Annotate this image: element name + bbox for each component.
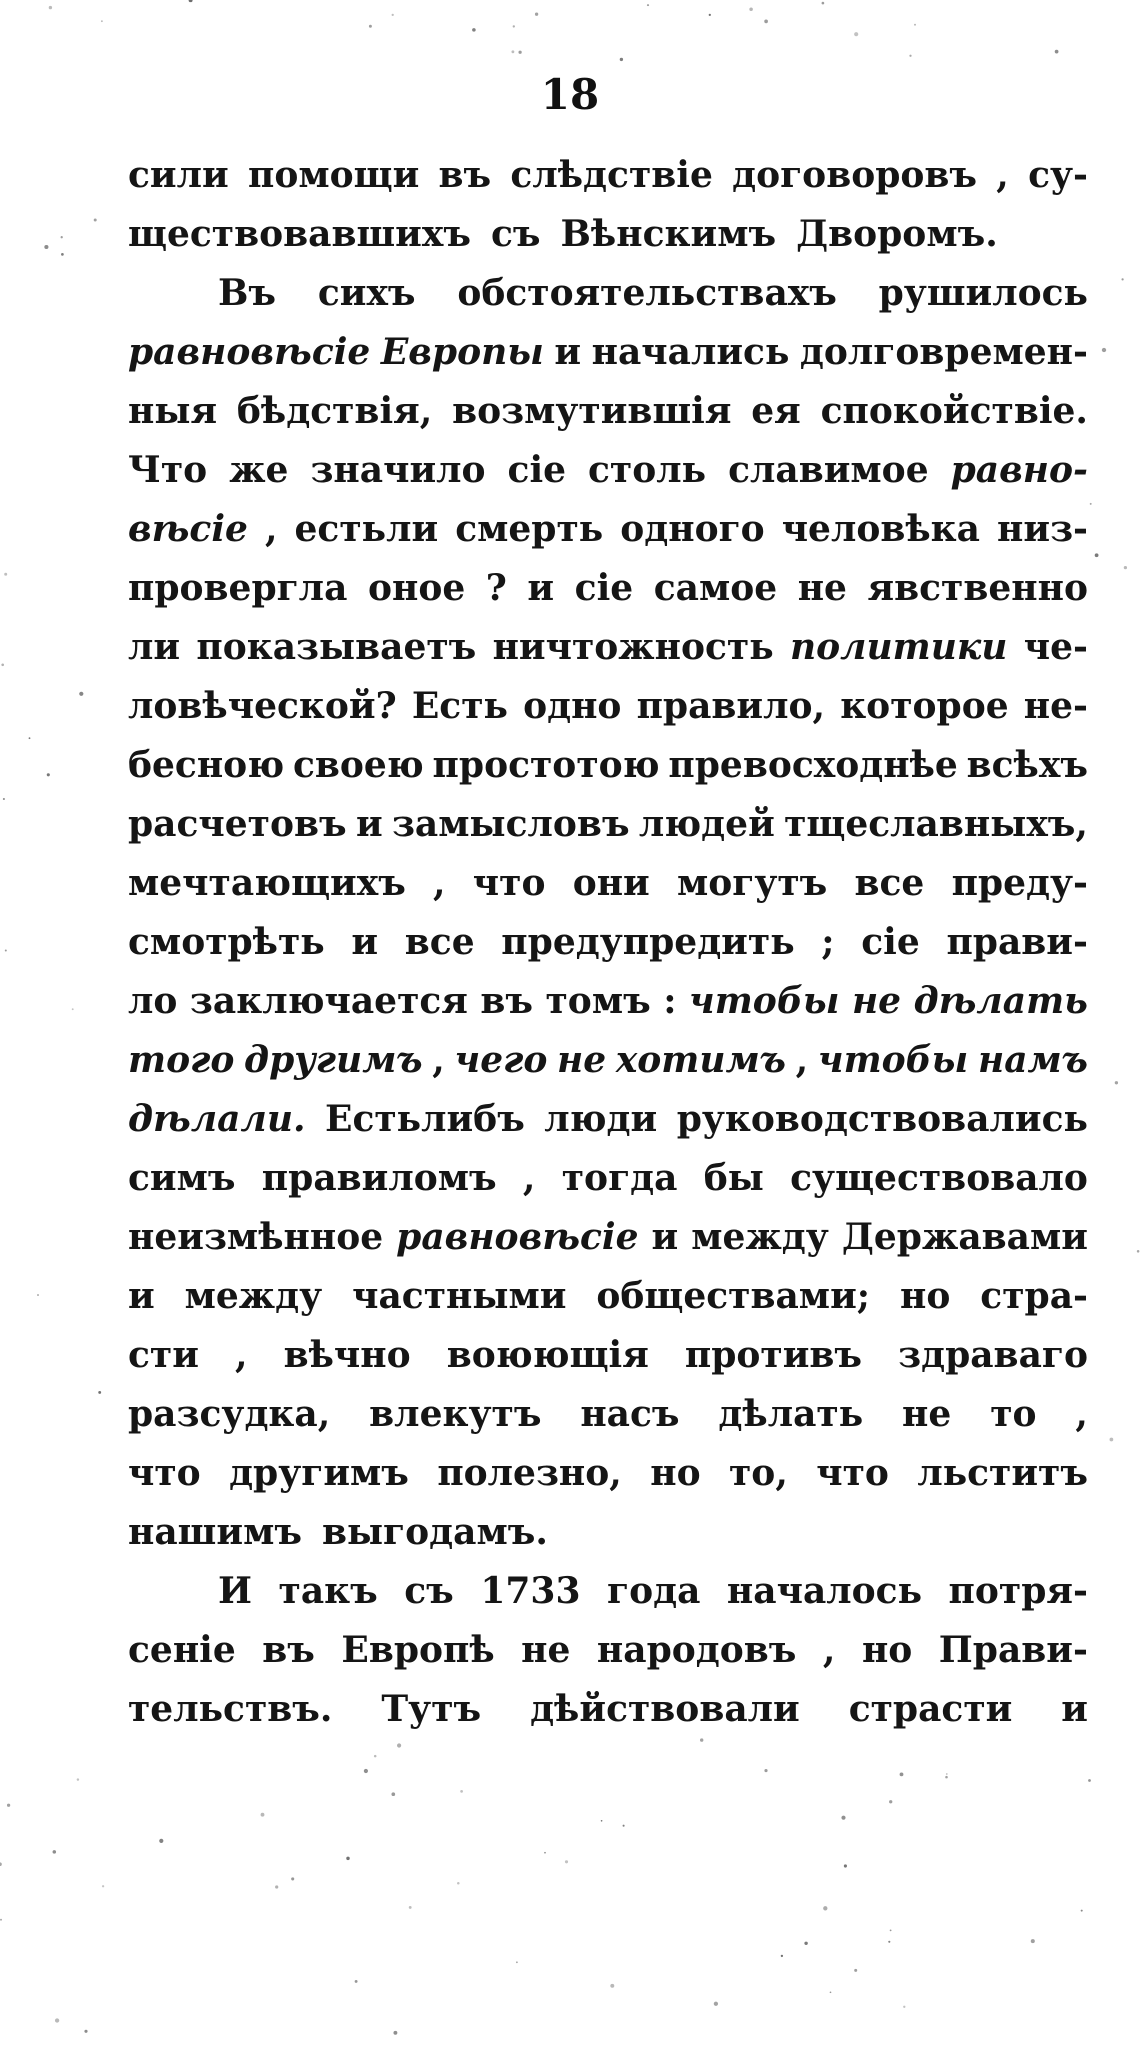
word: оное [367,567,466,609]
word: провергла [128,567,348,609]
word: такъ [278,1570,378,1612]
word: которое [840,685,1009,727]
text-line [128,1503,1088,1562]
speck [346,1857,349,1860]
word: дѣйствовали [530,1688,800,1730]
speck [764,20,768,24]
text-line [128,1149,1088,1208]
speck [888,1941,890,1943]
italic-word: чтобы [688,980,840,1022]
speck [0,1919,2,1921]
speck [623,1825,625,1827]
word: : [663,980,677,1022]
word: не [902,1393,952,1435]
word: Дворомъ. [796,213,998,255]
word: насъ [580,1393,680,1435]
word: страсти [848,1688,1013,1730]
text-line [128,972,1088,1031]
word: ничтожность [492,626,774,668]
speck [102,1885,104,1887]
page-number: 18 [540,70,600,119]
italic-word: хотимъ [615,1039,786,1081]
speck [1102,348,1106,352]
speck [53,1850,57,1854]
text-line [128,1680,1088,1739]
word: низ- [997,508,1088,550]
word: и [355,803,383,845]
word: противъ [684,1334,863,1376]
text-line [128,559,1088,618]
speck [98,1391,101,1394]
word: Тутъ [381,1688,482,1730]
text-line [128,736,1088,795]
word: и [128,1275,155,1317]
italic-word: другимъ [244,1039,423,1081]
speck [369,25,372,28]
word: значило [310,449,486,491]
italic-word: чтобы [817,1039,969,1081]
word: , [522,1157,536,1199]
speck [1088,1779,1091,1782]
word: замысловъ [391,803,630,845]
speck [4,573,7,576]
word: но [861,1629,913,1671]
speck [841,1816,845,1820]
word: су- [1028,154,1088,196]
word: , [996,154,1009,196]
word: предупредить [501,921,795,963]
speck [945,1776,948,1779]
speck [781,1955,783,1957]
word: правило, [636,685,826,727]
speck [37,1294,39,1296]
word: спокойствіе. [820,390,1088,432]
speck [909,55,911,57]
italic-word: политики [789,626,1008,668]
word: прави- [946,921,1088,963]
speck [364,1769,368,1773]
word: Державами [841,1216,1088,1258]
speck [84,2030,87,2033]
speck [261,1813,265,1817]
speck [1055,50,1059,54]
word: ловѣческой? [128,685,397,727]
word: одного [620,508,765,550]
text-line [128,1031,1088,1090]
word: расчетовъ [128,803,347,845]
word: человѣка [781,508,980,550]
italic-word: не [557,1039,607,1081]
speck [1081,1910,1083,1912]
word: началось [726,1570,923,1612]
speck [513,25,515,27]
speck [61,236,63,238]
word: между [184,1275,323,1317]
word: долговремен- [799,331,1088,373]
word: нашимъ [128,1511,302,1553]
speck [460,1790,463,1793]
speck [1110,1438,1114,1442]
word: Есть [411,685,508,727]
speck [49,6,52,9]
word: руководствовались [676,1098,1088,1140]
word: людей [638,803,775,845]
speck [7,1804,10,1807]
speck [5,949,7,951]
word: дѣлать [718,1393,864,1435]
word: года [607,1570,701,1612]
speck [1090,503,1092,505]
text-line [128,205,1088,264]
word: Европѣ [341,1629,495,1671]
word: Вѣнскимъ [560,213,777,255]
word: обстоятельствахъ [457,272,837,314]
speck [844,1864,847,1867]
word: заключается [189,980,468,1022]
word: что [128,1452,201,1494]
speck [620,58,623,61]
speck [79,692,83,696]
speck [1,664,4,667]
word: они [572,862,650,904]
word: правиломъ [261,1157,497,1199]
word: ществовавшихъ [128,213,471,255]
text-line [128,500,1088,559]
text-line [128,854,1088,913]
word: сти [128,1334,199,1376]
word: разсудка, [128,1393,331,1435]
word: сіе [507,449,567,491]
speck [47,773,50,776]
text-line [128,1090,1088,1149]
speck [903,2006,905,2008]
italic-word: того [128,1039,235,1081]
word: то, [729,1452,788,1494]
speck [900,1772,904,1776]
speck [749,7,753,11]
word: 1733 [480,1570,581,1612]
word: тельствъ. [128,1688,333,1730]
word: ли [128,626,181,668]
italic-word: намъ [977,1039,1088,1081]
word: выгодамъ. [321,1511,548,1553]
speck [610,1984,614,1988]
word: съ [490,213,541,255]
speck [830,1991,832,1993]
word: сіе [574,567,634,609]
word: Прави- [938,1629,1088,1671]
speck [397,1743,401,1747]
word: возмутившія [452,390,732,432]
word: воюющія [446,1334,649,1376]
speck [890,1929,892,1931]
speck [472,28,476,32]
word: и [351,921,379,963]
word: , [795,1039,809,1081]
word: , [433,862,446,904]
speck [1124,566,1127,569]
text-line [128,677,1088,736]
italic-word: равновѣсіе [396,1216,639,1258]
speck [946,1773,948,1775]
word: вѣчно [283,1334,411,1376]
word: бесною [128,744,285,786]
speck [601,1820,603,1822]
speck [391,1792,395,1796]
text-line [128,795,1088,854]
word: сеніе [128,1629,236,1671]
word: простотою [432,744,660,786]
speck [44,245,48,249]
speck [709,14,711,16]
text-line [128,618,1088,677]
text-line [128,1208,1088,1267]
speck [823,1906,827,1910]
word: ло [128,980,178,1022]
word: могутъ [676,862,828,904]
word: и [554,331,582,373]
speck [393,2031,397,2035]
word: смерть [455,508,604,550]
word: здраваго [898,1334,1088,1376]
word: не [521,1629,571,1671]
text-line [128,1385,1088,1444]
speck [854,1969,857,1972]
word: существовало [790,1157,1088,1199]
speck [544,1852,546,1854]
word: помощи [247,154,420,196]
word: все [854,862,925,904]
word: другимъ [229,1452,409,1494]
speck [516,1961,518,1963]
italic-word: равновѣсіе [128,331,371,373]
word: Что [128,449,208,491]
speck [457,1882,460,1885]
word: все [404,921,475,963]
italic-word: дѣлали. [128,1098,306,1140]
text-line [128,323,1088,382]
word: , [1075,1393,1088,1435]
word: съ [404,1570,454,1612]
speck [565,1860,568,1863]
word: что [472,862,546,904]
word: славимое [728,449,929,491]
word: то [990,1393,1037,1435]
text-line [128,441,1088,500]
word: рушилось [878,272,1088,314]
word: стра- [980,1275,1088,1317]
speck [355,1980,358,1983]
word: потря- [948,1570,1088,1612]
word: въ [480,980,534,1022]
word: влекутъ [369,1393,542,1435]
speck [61,253,64,256]
speck [189,0,193,2]
word: люди [544,1098,658,1140]
speck [1121,278,1123,280]
word: самое [653,567,778,609]
speck [77,1778,79,1780]
text-line [128,264,1088,323]
word: но [650,1452,701,1494]
text-line [128,1326,1088,1385]
italic-word: чего [454,1039,548,1081]
speck [511,50,514,53]
speck [392,14,394,16]
word: , [432,1039,445,1081]
speck [291,1877,294,1880]
word: одно [523,685,622,727]
speck [914,24,916,26]
speck [3,798,5,800]
speck [1137,1250,1140,1253]
word: ея [751,390,801,432]
word: бѣдствія, [236,390,433,432]
word: че- [1023,626,1088,668]
text-line [128,913,1088,972]
word: въ [262,1629,315,1671]
word: и [527,567,555,609]
word: и [651,1216,679,1258]
speck [647,4,649,6]
word: же [229,449,289,491]
word: сихъ [317,272,416,314]
word: ? [485,567,507,609]
word: частными [352,1275,567,1317]
speck [0,1862,2,1866]
word: преду- [951,862,1088,904]
word: ныя [128,390,218,432]
word: что [816,1452,889,1494]
speck [854,32,858,36]
speck [804,1942,807,1945]
word: льститъ [917,1452,1088,1494]
word: , [822,1629,836,1671]
text-line [128,382,1088,441]
word: сіе [861,921,920,963]
speck [535,13,538,16]
word: столь [588,449,707,491]
word: показываетъ [196,626,477,668]
text-line [128,1267,1088,1326]
word: , [264,508,278,550]
word: полезно, [437,1452,622,1494]
word: смотрѣть [128,921,325,963]
word: начались [591,331,790,373]
word: не- [1023,685,1088,727]
word: томъ [545,980,651,1022]
word: симъ [128,1157,236,1199]
text-line [128,1621,1088,1680]
word: и [1061,1688,1088,1730]
speck [1115,1081,1118,1084]
speck [518,51,521,54]
word: договоровъ [732,154,978,196]
speck [1095,553,1099,557]
word: И [218,1570,253,1612]
speck [764,1769,767,1772]
word: бы [703,1157,764,1199]
word: естьли [294,508,439,550]
word: тщеславныхъ, [784,803,1088,845]
word: въ [438,154,492,196]
word: обществами; [596,1275,871,1317]
speck [94,219,97,222]
body-text [128,146,1088,1739]
speck [714,2002,718,2006]
speck [409,1906,412,1909]
speck [159,1839,163,1843]
text-line [128,1444,1088,1503]
italic-word: равно- [950,449,1088,491]
speck [101,20,103,22]
word: ; [821,921,835,963]
word: народовъ [596,1629,797,1671]
word: мечтающихъ [128,862,406,904]
italic-word: вѣсіе [128,508,248,550]
word: между [691,1216,829,1258]
word: превосходнѣе [668,744,958,786]
word: сили [128,154,229,196]
text-line [128,146,1088,205]
word: но [900,1275,951,1317]
word: слѣдствіе [510,154,713,196]
text-line [128,1562,1088,1621]
word: неизмѣнное [128,1216,384,1258]
word: всѣхъ [966,744,1088,786]
speck [55,2018,59,2022]
word: своею [292,744,424,786]
word: Естьлибъ [325,1098,525,1140]
word: не [797,567,847,609]
italic-word: дѣлать [913,980,1088,1022]
speck [889,1800,892,1803]
speck [275,1885,278,1888]
word: , [235,1334,248,1376]
speck [374,1755,377,1758]
speck [72,1008,74,1010]
italic-word: не [851,980,902,1022]
speck [822,2,825,5]
word: явственно [867,567,1088,609]
word: Въ [218,272,277,314]
italic-word: Европы [380,331,544,373]
speck [29,737,31,739]
speck [1031,1939,1035,1943]
word: тогда [561,1157,678,1199]
